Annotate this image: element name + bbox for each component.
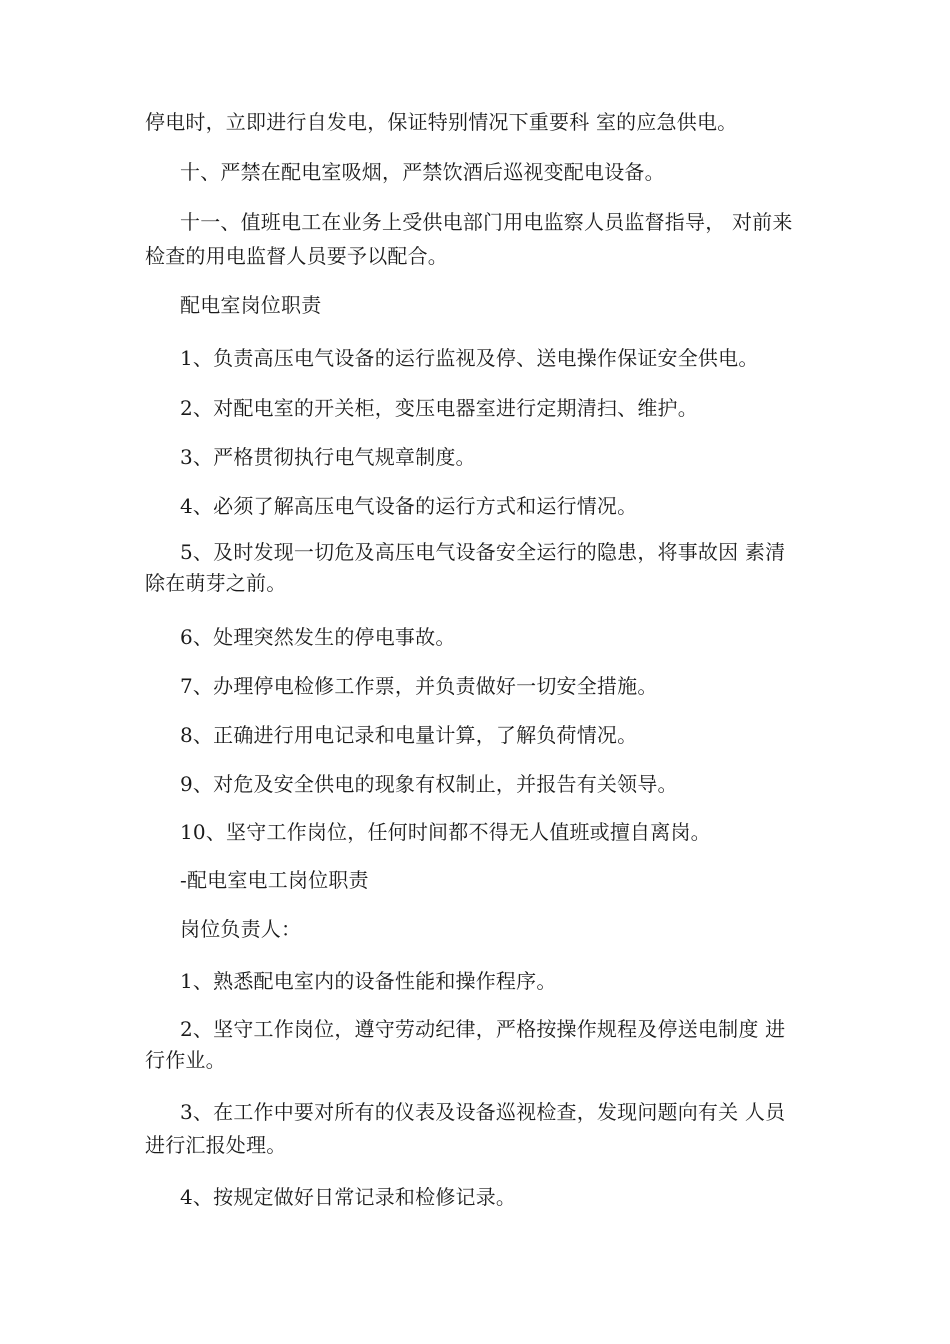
text-line-7: 2、对配电室的开关柜，变压电器室进行定期清扫、维护。	[180, 396, 698, 420]
text-line-8: 3、严格贯彻执行电气规章制度。	[180, 445, 476, 469]
text-line-24: 4、按规定做好日常记录和检修记录。	[180, 1185, 517, 1209]
text-line-4: 检查的用电监督人员要予以配合。	[145, 244, 448, 268]
section-heading-duties: 配电室岗位职责	[180, 293, 322, 317]
text-line-16: 10、坚守工作岗位，任何时间都不得无人值班或擅自离岗。	[180, 820, 711, 844]
text-line-13: 7、办理停电检修工作票，并负责做好一切安全措施。	[180, 674, 658, 698]
text-line-9: 4、必须了解高压电气设备的运行方式和运行情况。	[180, 494, 638, 518]
text-line-22: 3、在工作中要对所有的仪表及设备巡视检查，发现问题向有关 人员	[180, 1100, 786, 1124]
text-line-3: 十一、值班电工在业务上受供电部门用电监察人员监督指导， 对前来	[180, 210, 793, 234]
text-line-21: 行作业。	[145, 1048, 226, 1072]
text-line-10: 5、及时发现一切危及高压电气设备安全运行的隐患，将事故因 素清	[180, 540, 786, 564]
text-line-12: 6、处理突然发生的停电事故。	[180, 625, 456, 649]
text-line-20: 2、坚守工作岗位，遵守劳动纪律，严格按操作规程及停送电制度 进	[180, 1017, 786, 1041]
text-line-2: 十、严禁在配电室吸烟，严禁饮酒后巡视变配电设备。	[180, 160, 665, 184]
text-line-6: 1、负责高压电气设备的运行监视及停、送电操作保证安全供电。	[180, 346, 759, 370]
text-line-23: 进行汇报处理。	[145, 1133, 287, 1157]
text-line-1: 停电时，立即进行自发电，保证特别情况下重要科 室的应急供电。	[145, 110, 738, 134]
text-line-11: 除在萌芽之前。	[145, 571, 287, 595]
text-line-18: 岗位负责人：	[180, 917, 302, 941]
text-line-15: 9、对危及安全供电的现象有权制止，并报告有关领导。	[180, 772, 678, 796]
text-line-19: 1、熟悉配电室内的设备性能和操作程序。	[180, 969, 557, 993]
section-heading-electrician: -配电室电工岗位职责	[180, 868, 369, 892]
text-line-14: 8、正确进行用电记录和电量计算，了解负荷情况。	[180, 723, 638, 747]
